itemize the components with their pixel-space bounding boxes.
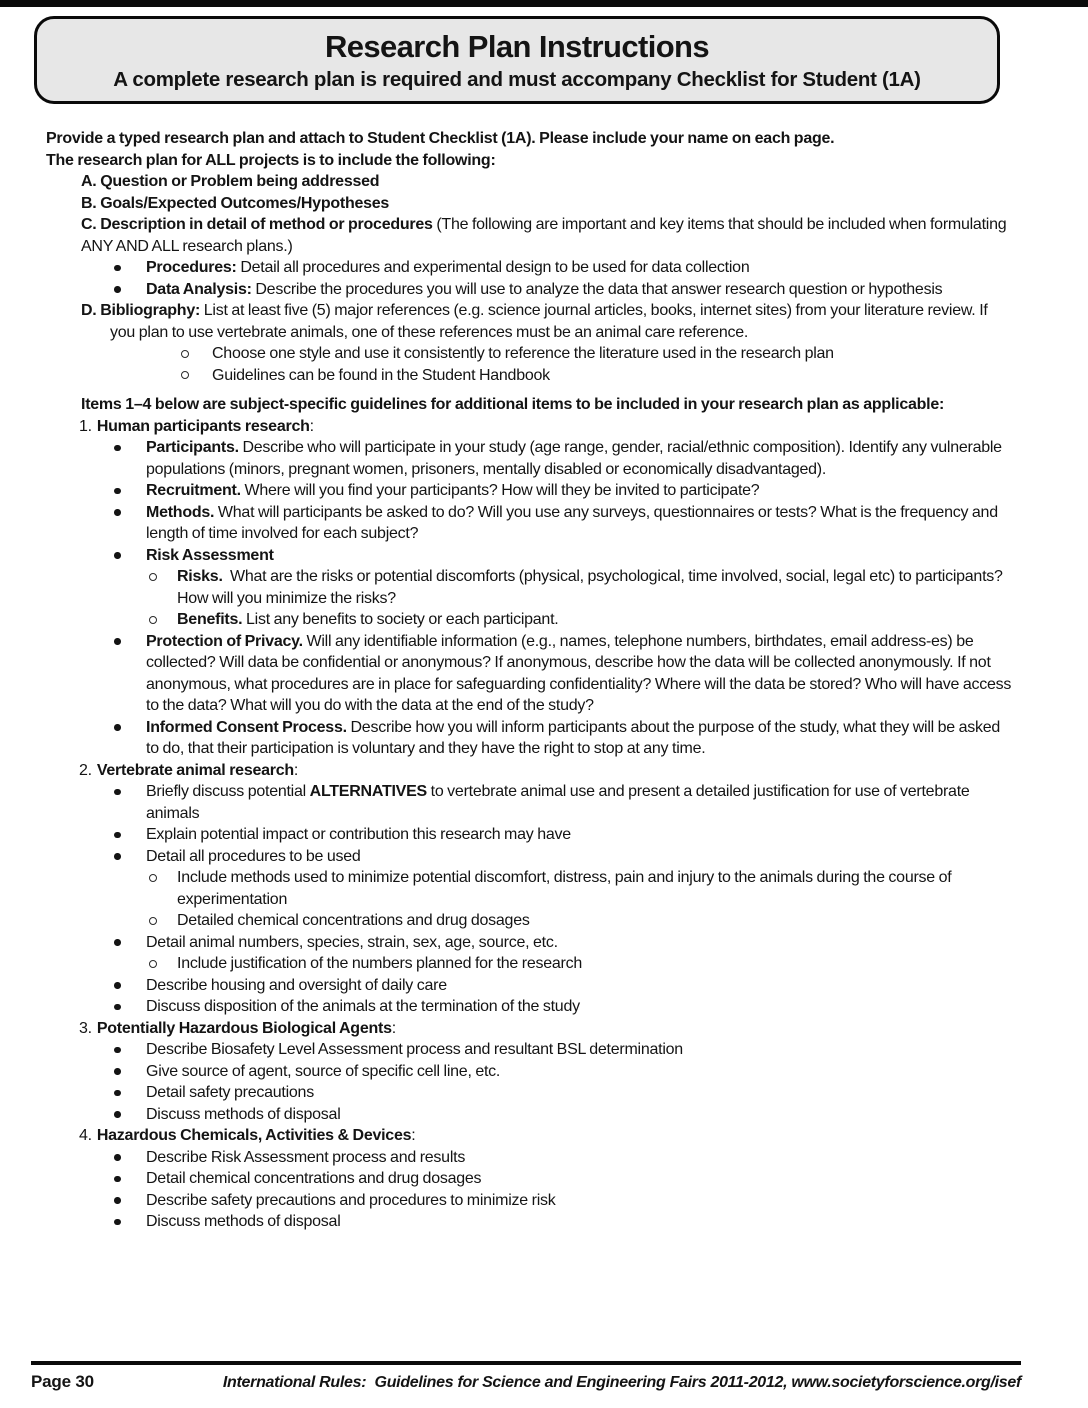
bullet-dot-icon (114, 1090, 121, 1097)
bullet-item-impact: Explain potential impact or contribution this research may have (46, 824, 1015, 846)
sub-bullet-item: Include justification of the numbers planned for the research (46, 953, 1015, 975)
bullet-item-chem-concentrations: Detail chemical concentrations and drug dosages (46, 1168, 1015, 1190)
bullet-dot-icon (114, 1176, 121, 1183)
circle-bullet-icon (149, 917, 157, 925)
bullet-item-risk-assessment: Risk Assessment (46, 545, 1015, 567)
page-top-rule (0, 0, 1088, 7)
sub-bullet-item: Guidelines can be found in the Student Handbook (46, 365, 1015, 387)
bullet-item-disposal: Discuss methods of disposal (46, 1104, 1015, 1126)
bullet-item-privacy: Protection of Privacy. Will any identifiable information (e.g., names, telephone numbers, birthdates, email address-es) be collected? Will data be confidential or anonymous? If anonymous, describe how the data will be collected anonymously. If not anonymous, what procedures are in place for safeguarding confidentiality? Where will the data be stored? Who will have access to the data? What will you do with the data at the end of the study? (46, 631, 1015, 717)
bullet-item-housing: Describe housing and oversight of daily care (46, 975, 1015, 997)
section-heading-2: 2. Vertebrate animal research: (79, 761, 299, 779)
bullet-dot-icon (114, 982, 121, 989)
bullet-dot-icon (114, 509, 121, 516)
section-heading-4: 4. Hazardous Chemicals, Activities & Devices: (79, 1127, 416, 1144)
outline-item-d: D. Bibliography: List at least five (5) major references (e.g. science journal articles, books, internet sites) from your literature review. If you plan to use vertebrate animals, one of these references must be an animal care reference. (81, 302, 992, 341)
bullet-item-disposal-methods: Discuss methods of disposal (46, 1211, 1015, 1233)
circle-bullet-icon (181, 350, 189, 358)
bullet-item-participants: Participants. Describe who will participate in your study (age range, gender, racial/ethnic composition). Identify any vulnerable populations (minors, pregnant women, prisoners, mentally disabled or economically disadvantaged). (46, 437, 1015, 480)
bullet-dot-icon (114, 1197, 121, 1204)
bullet-item-agent-source: Give source of agent, source of specific cell line, etc. (46, 1061, 1015, 1083)
bullet-dot-icon (114, 265, 121, 272)
sub-bullet-item-benefits: Benefits. List any benefits to society or each participant. (46, 609, 1015, 631)
circle-bullet-icon (149, 616, 157, 624)
outline-item-b: B. Goals/Expected Outcomes/Hypotheses (81, 194, 390, 212)
bullet-item-procedures-used: Detail all procedures to be used (46, 846, 1015, 868)
sub-bullet-item-risks: Risks. What are the risks or potential discomforts (physical, psychological, time involved, social, legal etc) to participants? How will you minimize the risks? (46, 566, 1015, 609)
bullet-dot-icon (114, 1219, 121, 1226)
footer-page-number: Page 30 (31, 1372, 94, 1391)
guidelines-intro: Items 1–4 below are subject-specific guidelines for additional items to be included in your research plan as applicable: (81, 396, 945, 413)
sub-bullet-item: Choose one style and use it consistently to reference the literature used in the research plan (46, 343, 1015, 365)
bullet-dot-icon (114, 445, 121, 452)
bullet-dot-icon (114, 1004, 121, 1011)
bullet-dot-icon (114, 1154, 121, 1161)
footer (31, 1372, 1021, 1392)
circle-bullet-icon (149, 573, 157, 581)
bullet-dot-icon (114, 939, 121, 946)
bullet-dot-icon (114, 789, 121, 796)
bullet-dot-icon (114, 1111, 121, 1118)
document-body (46, 128, 1015, 1233)
bullet-item-procedures: Procedures: Detail all procedures and experimental design to be used for data collection (46, 257, 1015, 279)
bullet-item-risk-process: Describe Risk Assessment process and results (46, 1147, 1015, 1169)
bullet-item-safety-precautions: Detail safety precautions (46, 1082, 1015, 1104)
bullet-item-disposition: Discuss disposition of the animals at the termination of the study (46, 996, 1015, 1018)
footer-source: International Rules: Guidelines for Science and Engineering Fairs 2011-2012, www.societyforscience.org/isef (222, 1374, 1021, 1391)
circle-bullet-icon (149, 960, 157, 968)
section-heading-3: 3. Potentially Hazardous Biological Agents: (79, 1019, 396, 1037)
bullet-dot-icon (114, 853, 121, 860)
page-subtitle: A complete research plan is required and must accompany Checklist for Student (1A) (113, 68, 921, 91)
bullet-item-informed-consent: Informed Consent Process. Describe how you will inform participants about the purpose of the study, what they will be asked to do, that their participation is voluntary and they have the right to stop at any time. (46, 717, 1015, 760)
bullet-dot-icon (114, 1068, 121, 1075)
circle-bullet-icon (149, 874, 157, 882)
page-title: Research Plan Instructions (324, 29, 710, 64)
sub-bullet-item: Detailed chemical concentrations and drug dosages (46, 910, 1015, 932)
bullet-dot-icon (114, 488, 121, 495)
bullet-dot-icon (114, 724, 121, 731)
bullet-item-minimize-risk: Describe safety precautions and procedures to minimize risk (46, 1190, 1015, 1212)
bullet-item-methods: Methods. What will participants be asked to do? Will you use any surveys, questionnaires or tests? What is the frequency and length of time involved for each subject? (46, 502, 1015, 545)
bullet-dot-icon (114, 552, 121, 559)
bullet-item-data-analysis: Data Analysis: Describe the procedures you will use to analyze the data that answer research question or hypothesis (46, 279, 1015, 301)
outline-item-c: C. Description in detail of method or procedures (The following are important and key items that should be included when formulating ANY AND ALL research plans.) (81, 216, 1010, 255)
bullet-dot-icon (114, 286, 121, 293)
title-box (34, 16, 1000, 104)
bullet-item-recruitment: Recruitment. Where will you find your participants? How will they be invited to participate? (46, 480, 1015, 502)
bullet-item-animal-numbers: Detail animal numbers, species, strain, sex, age, source, etc. (46, 932, 1015, 954)
circle-bullet-icon (181, 371, 189, 379)
footer-rule (31, 1361, 1021, 1365)
intro-line-1: Provide a typed research plan and attach to Student Checklist (1A). Please include your name on each page. (46, 130, 835, 147)
section-heading-1: 1. Human participants research: (79, 417, 314, 435)
bullet-dot-icon (114, 832, 121, 839)
outline-item-a: A. Question or Problem being addressed (81, 173, 380, 190)
intro-line-2: The research plan for ALL projects is to include the following: (46, 151, 496, 169)
bullet-item-biosafety: Describe Biosafety Level Assessment process and resultant BSL determination (46, 1039, 1015, 1061)
bullet-dot-icon (114, 1047, 121, 1054)
bullet-dot-icon (114, 638, 121, 645)
bullet-item-alternatives: Briefly discuss potential ALTERNATIVES to vertebrate animal use and present a detailed justification for use of vertebrate animals (46, 781, 1015, 824)
sub-bullet-item: Include methods used to minimize potential discomfort, distress, pain and injury to the animals during the course of experimentation (46, 867, 1015, 910)
